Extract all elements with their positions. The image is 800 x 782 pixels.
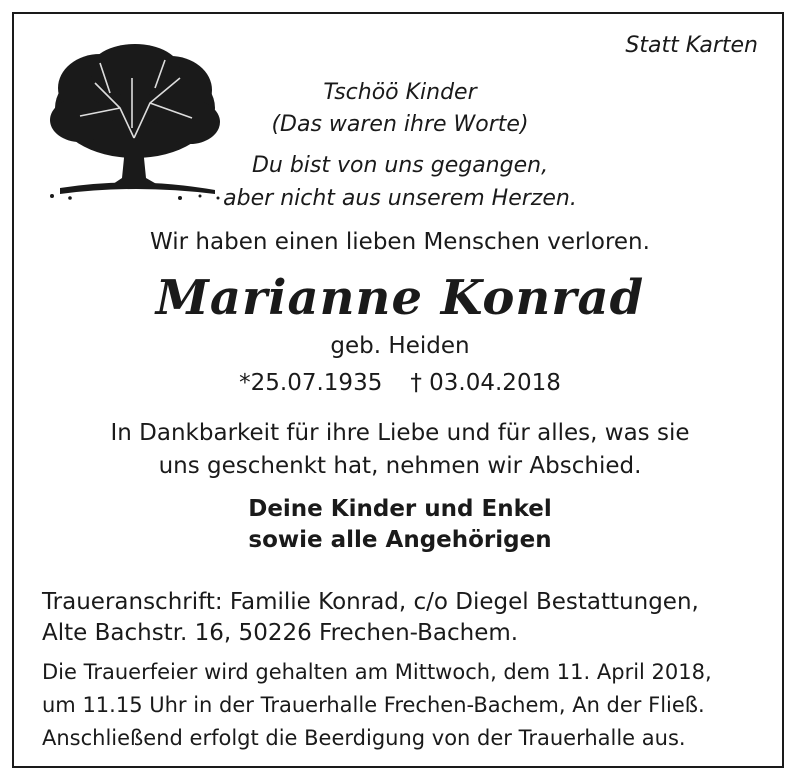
thanks-line-1: In Dankbarkeit für ihre Liebe und für alles, was sie [110,420,690,446]
motto-line-4: aber nicht aus unserem Herzen. [223,186,577,211]
ceremony-line-2: um 11.15 Uhr in der Trauerhalle Frechen-Bachem, An der Fließ. [42,693,705,717]
address-line-2: Alte Bachstr. 16, 50226 Frechen-Bachem. [42,620,519,646]
birth-date: *25.07.1935 [239,370,383,396]
lead-text: Wir haben einen lieben Menschen verloren. [150,229,650,255]
birth-name: geb. Heiden [330,333,470,359]
family-line-2: sowie alle Angehörigen [248,527,552,553]
life-dates [0,370,800,396]
motto-line-1: Tschöö Kinder [323,80,477,105]
deceased-name: Marianne Konrad [155,270,645,326]
ceremony-line-3: Anschließend erfolgt die Beerdigung von der Trauerhalle aus. [42,726,686,750]
statt-karten-label: Statt Karten [625,33,758,58]
address-line-1: Traueranschrift: Familie Konrad, c/o Diegel Bestattungen, [42,589,699,615]
death-date: † 03.04.2018 [410,370,561,396]
motto-line-3: Du bist von uns gegangen, [251,153,549,178]
thanks-line-2: uns geschenkt hat, nehmen wir Abschied. [158,453,642,479]
family-line-1: Deine Kinder und Enkel [248,496,552,522]
ceremony-line-1: Die Trauerfeier wird gehalten am Mittwoch, dem 11. April 2018, [42,660,712,684]
motto-line-2: (Das waren ihre Worte) [271,112,529,137]
